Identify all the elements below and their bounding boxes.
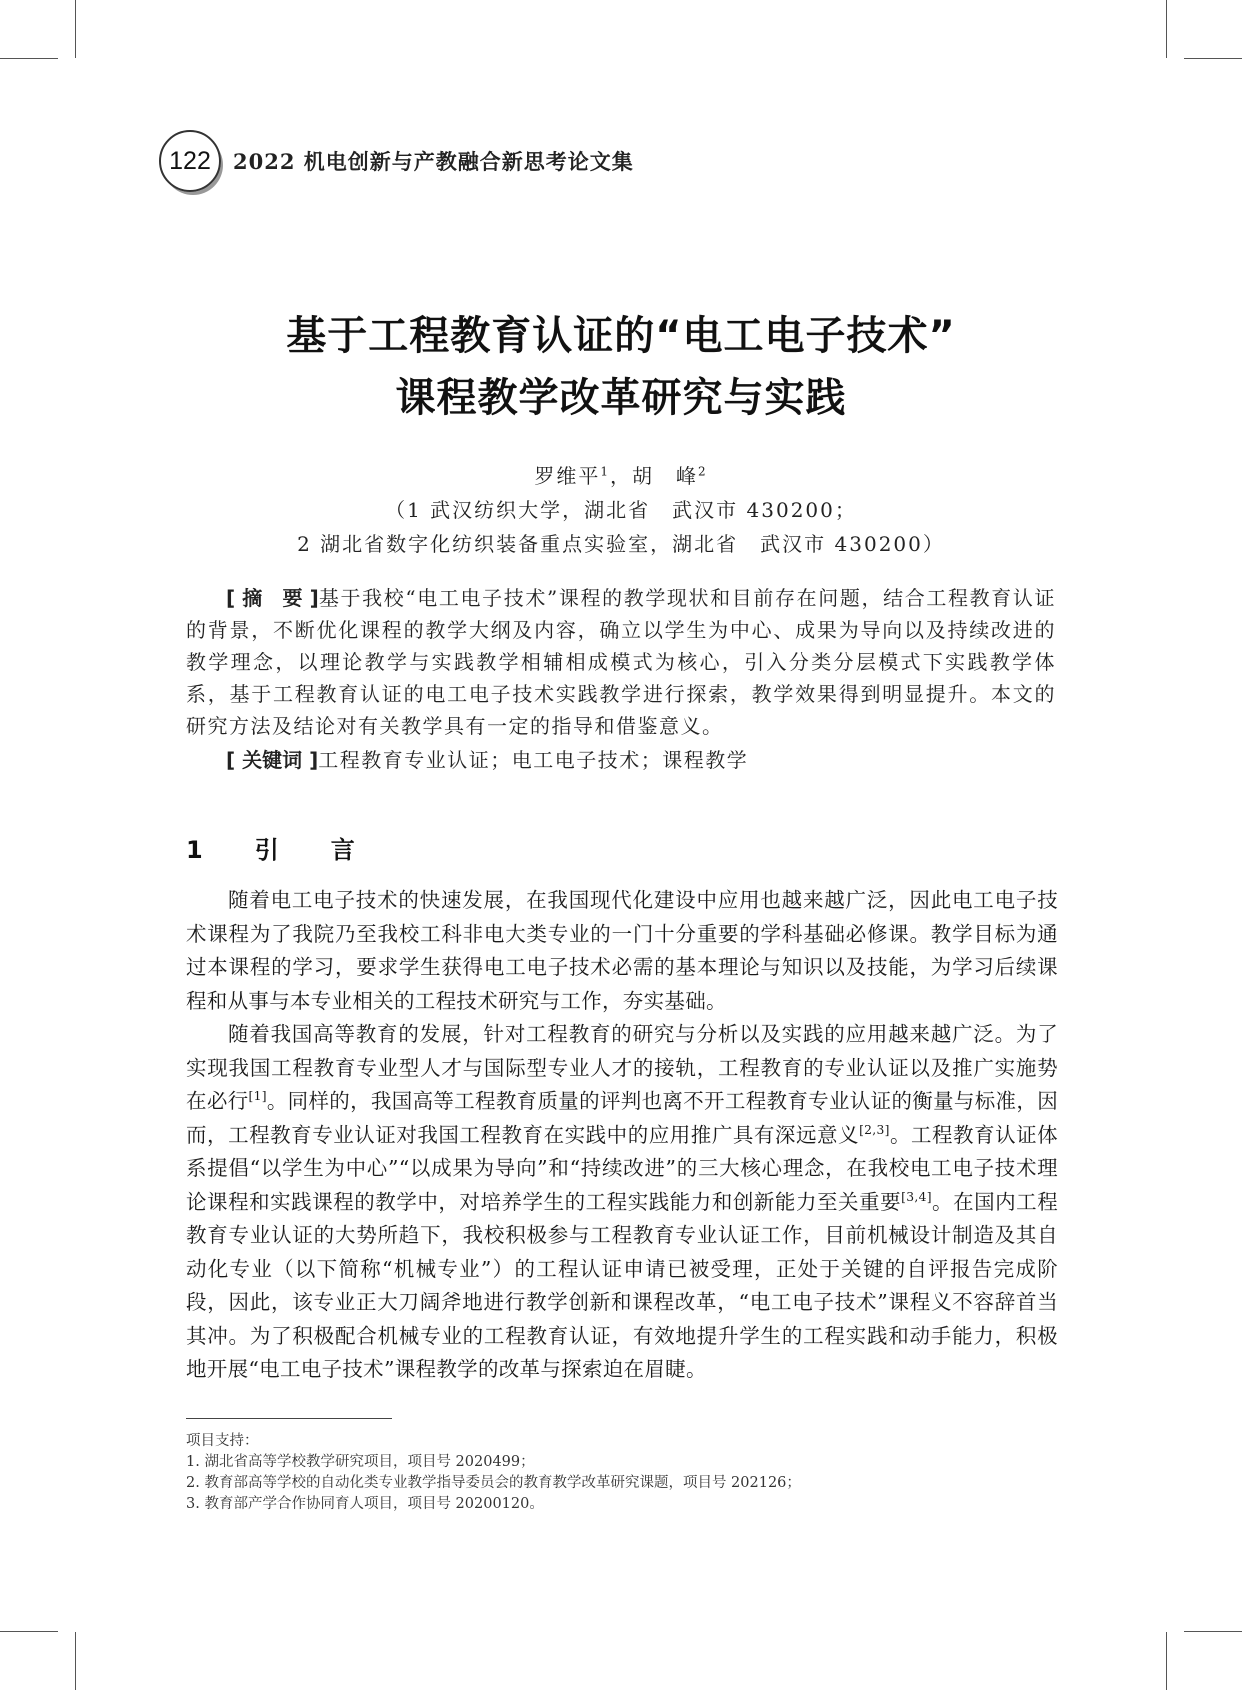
crop-mark-br-v	[1166, 1632, 1167, 1690]
author-2-affil: 2	[698, 464, 708, 479]
abstract-text: 基于我校“电工电子技术”课程的教学现状和目前存在问题，结合工程教育认证的背景，不断优化课程的教学大纲及内容，确立以学生为中心、成果为导向以及持续改进的教学理念，以理论教学与实践教学相辅相成模式为核心，引入分类分层模式下实践教学体系，基于工程教育认证的电工电子技术实践教学进行探索，教学效果得到明显提升。本文的研究方法及结论对有关教学具有一定的指导和借鉴意义。	[186, 586, 1056, 738]
crop-mark-bl-h	[0, 1631, 58, 1632]
citation-2-3: [2,3]	[859, 1122, 890, 1137]
abstract-block	[186, 582, 1056, 776]
section-heading: 1 引 言	[186, 836, 369, 864]
paper-title-line2: 课程教学改革研究与实践	[395, 375, 847, 421]
footnote-title: 项目支持：	[186, 1433, 259, 1449]
crop-mark-tl-v	[75, 0, 76, 58]
affiliation-2: 2 湖北省数字化纺织装备重点实验室，湖北省 武汉市 430200）	[297, 532, 945, 556]
keywords-label: [ 关键词 ]	[226, 748, 319, 772]
crop-mark-br-h	[1184, 1631, 1242, 1632]
body-p2-part-a: 随着我国高等教育的发展，针对工程教育的研究与分析以及实践的应用越来越广泛。为了实现我国工程教育专业型人才与国际型专业人才的接轨，工程教育的专业认证以及推广实施势在必行	[186, 1022, 1058, 1113]
citation-3-4: [3,4]	[901, 1189, 932, 1204]
crop-mark-tr-v	[1166, 0, 1167, 58]
author-1-affil: 1	[600, 464, 610, 479]
author-2: 胡 峰	[632, 464, 698, 488]
body-p2-part-d: 。在国内工程教育专业认证的大势所趋下，我校积极参与工程教育专业认证工作，目前机械设计制造及其自动化专业（以下简称“机械专业”）的工程认证申请已被受理，正处于关键的自评报告完成阶段，因此，该专业正大刀阔斧地进行教学创新和课程改革，“电工电子技术”课程义不容辞首当其冲。为了积极配合机械专业的工程教育认证，有效地提升学生的工程实践和动手能力，积极地开展“电工电子技术”课程教学的改革与探索迫在眉睫。	[186, 1189, 1058, 1381]
body-paragraph-2	[186, 1018, 1058, 1387]
crop-mark-bl-v	[75, 1632, 76, 1690]
footnote-item: 3. 教育部产学合作协同育人项目，项目号 20200120。	[186, 1496, 544, 1512]
footnote-item: 2. 教育部高等学校的自动化类专业教学指导委员会的教育教学改革研究课题，项目号 202126；	[186, 1475, 801, 1491]
body-p2-part-c: 。工程教育认证体系提倡“以学生为中心”“以成果为导向”和“持续改进”的三大核心理念，在我校电工电子技术理论课程和实践课程的教学中，对培养学生的工程实践能力和创新能力至关重要	[186, 1122, 1058, 1214]
crop-mark-tr-h	[1184, 58, 1242, 59]
body-p2-part-b: 。同样的，我国高等工程教育质量的评判也离不开工程教育专业认证的衡量与标准，因而，工程教育专业认证对我国工程教育在实践中的应用推广具有深远意义	[186, 1089, 1058, 1147]
footnotes	[186, 1431, 801, 1515]
citation-1: [1]	[248, 1089, 267, 1104]
footnote-rule	[186, 1418, 392, 1419]
abstract-label: [ 摘 要 ]	[226, 586, 319, 610]
author-separator: ，	[610, 464, 632, 488]
running-title: 2022 机电创新与产教融合新思考论文集	[233, 149, 634, 174]
paper-title-line1: 基于工程教育认证的“电工电子技术”	[286, 313, 956, 359]
footnote-item: 1. 湖北省高等学校教学研究项目，项目号 2020499；	[186, 1454, 535, 1470]
affiliation-1: （1 武汉纺织大学，湖北省 武汉市 430200；	[385, 498, 857, 522]
page-number: 122	[159, 130, 221, 192]
author-line	[0, 460, 1242, 489]
author-1: 罗维平	[534, 464, 601, 488]
keywords-text: 工程教育专业认证；电工电子技术；课程教学	[318, 748, 749, 772]
body-paragraph-1: 随着电工电子技术的快速发展，在我国现代化建设中应用也越来越广泛，因此电工电子技术课程为了我院乃至我校工科非电大类专业的一门十分重要的学科基础必修课。教学目标为通过本课程的学习，要求学生获得电工电子技术必需的基本理论与知识以及技能，为学习后续课程和从事与本专业相关的工程技术研究与工作，夯实基础。	[186, 888, 1058, 1013]
abstract-paragraph	[186, 582, 1056, 742]
body-text	[186, 884, 1058, 1387]
keywords-paragraph	[186, 744, 1056, 776]
crop-mark-tl-h	[0, 58, 58, 59]
